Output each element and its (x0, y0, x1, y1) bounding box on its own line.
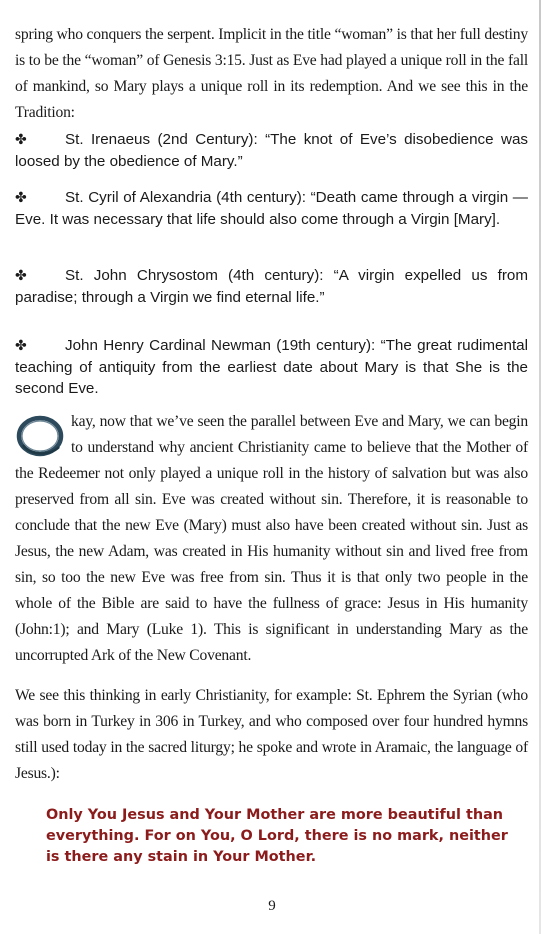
page-number: 9 (268, 898, 276, 914)
quote-text: St. Cyril of Alexandria (4th century): “Death came through a virgin — Eve. It was necessary that life should also come through a Virgin [Mary]. (15, 189, 528, 228)
page-edge-divider (539, 0, 541, 934)
quote-cyril (15, 187, 528, 230)
drop-cap-o-icon (15, 413, 67, 459)
body-paragraph (15, 409, 528, 669)
fleuron-bullet-icon: ✤ (15, 338, 27, 354)
quote-newman (15, 335, 528, 399)
quote-text: John Henry Cardinal Newman (19th century): “The great rudimental teaching of antiquity from the earliest date about Mary is that She is the second Eve. (15, 337, 528, 397)
pull-quote: Only You Jesus and Your Mother are more beautiful than everything. For on You, O Lord, there is no mark, neither is there any stain in Your Mother. (46, 807, 508, 865)
quote-text: St. John Chrysostom (4th century): “A virgin expelled us from paradise; through a Virgin we find eternal life.” (15, 267, 528, 306)
fleuron-bullet-icon: ✤ (15, 268, 27, 284)
fleuron-bullet-icon: ✤ (15, 190, 27, 206)
fleuron-bullet-icon: ✤ (15, 132, 27, 148)
quote-irenaeus (15, 129, 528, 172)
quote-chrysostom (15, 265, 528, 308)
ephrem-paragraph: We see this thinking in early Christianity, for example: St. Ephrem the Syrian (who was born in Turkey in 306 in Turkey, and who composed over four hundred hymns still used today in the sacred liturgy; he spoke and wrote in Aramaic, the language of Jesus.): (15, 687, 528, 782)
quote-text: St. Irenaeus (2nd Century): “The knot of Eve’s disobedience was loosed by the obedience of Mary.” (15, 131, 528, 170)
intro-paragraph: spring who conquers the serpent. Implicit in the title “woman” is that her full destiny is to be the “woman” of Genesis 3:15. Just as Eve had played a unique roll in the fall of mankind, so Mary plays a unique roll in its redemption. And we see this in the Tradition: (15, 26, 528, 121)
body-paragraph-text: kay, now that we’ve seen the parallel between Eve and Mary, we can begin to understand why ancient Christianity came to believe that the Mother of the Redeemer not only played a unique roll in the history of salvation but was also preserved from all sin. Eve was created without sin. Therefore, it is reasonable to conclude that the new Eve (Mary) must also have been created without sin. Just as Jesus, the new Adam, was created in His humanity without sin and lived free from sin, so too the new Eve was free from sin. Thus it is that only two people in the whole of the Bible are said to have the fullness of grace: Jesus in His humanity (John:1); and Mary (Luke 1). This is significant in understanding Mary as the uncorrupted Ark of the New Covenant. (15, 413, 528, 664)
